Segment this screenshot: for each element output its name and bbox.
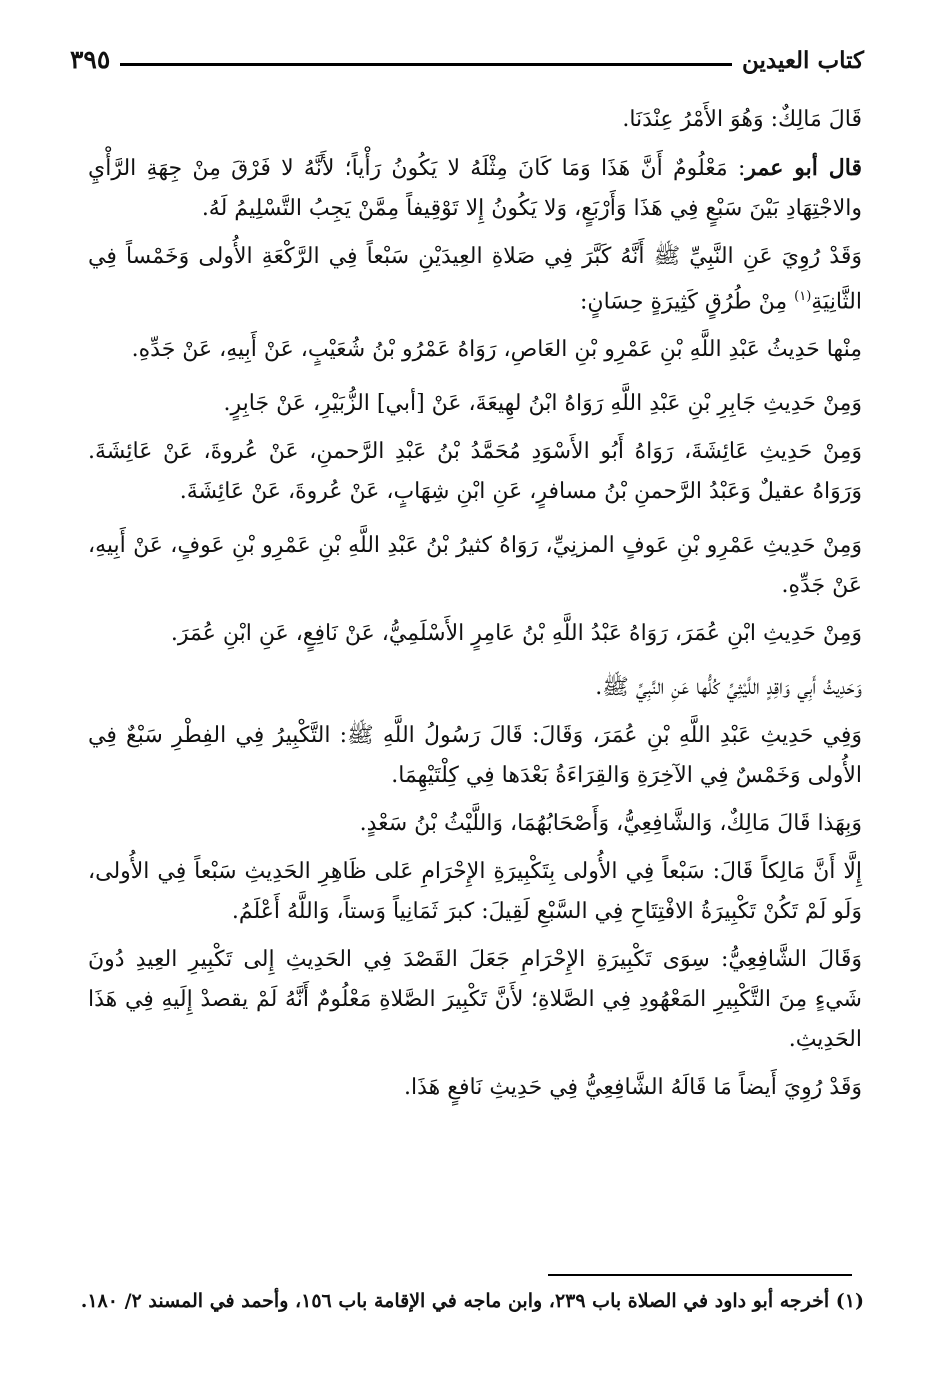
paragraph: وَبِهَذا قَالَ مَالِكٌ، وَالشَّافِعِيُّ، وَأَصْحَابُهُمَا، وَاللَّيْثُ بْنُ سَعْدٍ. [359,811,862,837]
paragraph: وَحَدِيثُ أَبِي وَاقِدٍ اللَّيْثِيِّ كُلُّها عَنِ النَّبِيِّ ﷺ. [595,675,862,701]
footnote-marker: (١) [794,289,812,304]
chapter-title: كتاب العيدين [742,47,864,74]
page-header [70,34,864,74]
footnote-rule [548,1274,852,1276]
paragraph: وَمِنْ حَدِيثِ جَابِرِ بْنِ عَبْدِ اللَّهِ رَوَاهُ ابْنُ لهِيعَةَ، عَنْ [أبي] الزُّبَيْرِ، عَنْ جَابِرٍ. [223,391,862,417]
paragraph: وَقَالَ الشَّافِعِيُّ: سِوَى تَكْبِيرَةِ الإِحْرَامِ جَعَلَ القَصْدَ فِي الحَدِيثِ إِلى تَكْبِيرِ العِيدِ دُونَ شَيءٍ مِنَ التَّكْبِيرِ المَعْهُودِ فِي الصَّلاةِ؛ لأَنَّ تَكْبِيرَ الصَّلاةِ مَعْلُومٌ أَنَّهُ لَمْ يقصدْ إِلَيهِ فِي هَذَا الحَدِيثِ. [88,947,862,1053]
paragraph: وَقَدْ رُوِيَ أَيضاً مَا قَالَهُ الشَّافِعِيُّ فِي حَدِيثِ نَافعٍ هَذَا. [404,1075,862,1101]
paragraph: وَمِنْ حَدِيثِ عَمْرِو بْنِ عَوفٍ المزنِيِّ، رَوَاهُ كثيرُ بْنُ عَبْدِ اللَّهِ بْنِ عَمْرِو بْنِ عَوفٍ، عَنْ أَبِيهِ، عَنْ جَدِّهِ. [88,533,862,599]
main-text [88,100,862,1116]
paragraph: وَقَدْ رُوِيَ عَنِ النَّبِيِّ ﷺ أَنَّهُ كَبَّرَ فِي صَلاةِ العِيدَيْنِ سَبْعاً فِي الرَّكْعَةِ الأُولى وَخَمْساً فِي الثَّانِيَةِ$^{(١)}$ مِنْ طُرُقٍ كَثِيرَةٍ حِسَانٍ: [88,244,862,315]
paragraph: وَفِي حَدِيثِ عَبْدِ اللَّهِ بْنِ عُمَرَ، وَقَالَ: قَالَ رَسُولُ اللَّهِ ﷺ: التَّكْبِيرُ فِي الفِطْرِ سَبْعٌ فِي الأُولى وَخَمْسٌ فِي الآخِرَةِ وَالقِرَاءَةُ بَعْدَها فِي كِلْتَيْهِمَا. [88,723,863,789]
paragraph: وَمِنْ حَدِيثِ عَائِشَةَ، رَوَاهُ أَبُو الأَسْوَدِ مُحَمَّدُ بْنُ عَبْدِ الرَّحمنِ، عَنْ عُروةَ، عَنْ عَائِشَةَ. وَرَوَاهُ عقيلٌ وَعَبْدُ الرَّحمنِ بْنُ مسافرٍ، عَنِ ابْنِ شِهَابٍ، عَنْ عُروةَ، عَنْ عَائِشَةَ. [88,439,863,505]
paragraph: قَالَ مَالِكٌ: وَهُوَ الأَمْرُ عِنْدَنَا. [622,107,862,132]
paragraph: قال أبو عمر: مَعْلُومٌ أَنَّ هَذَا وَمَا كَانَ مِثْلَهُ لا يَكُونُ رَأْياً؛ لأَنَّهُ لا فَرْقَ مِنْ جِهَةِ الرَّأْيِ والاجْتِهَادِ بَيْنَ سَبْعٍ فِي هَذَا وَأَرْبَعٍ، وَلا يَكُونُ إِلا تَوْقِيفاً مِمَّنْ يَجِبُ التَّسْلِيمُ لَهُ. [88,155,863,221]
paragraph: وَمِنْ حَدِيثِ ابْنِ عُمَرَ، رَوَاهُ عَبْدُ اللَّهِ بْنُ عَامِرٍ الأَسْلَمِيُّ، عَنْ نَافِعٍ، عَنِ ابْنِ عُمَرَ. [170,621,862,647]
header-rule [120,63,732,66]
paragraph: مِنْها حَدِيثُ عَبْدِ اللَّهِ بْنِ عَمْرِو بْنِ العَاصِ، رَوَاهُ عَمْرُو بْنُ شُعَيْبٍ، عَنْ أَبِيهِ، عَنْ جَدِّهِ. [131,337,862,363]
page-number: ٣٩٥ [70,45,111,74]
speaker-label: قال أبو عمر [745,155,863,181]
footnote: (١) أخرجه أبو داود في الصلاة باب ٢٣٩، وابن ماجه في الإقامة باب ١٥٦، وأحمد في المسند ٢/ ١٨٠. [80,1290,864,1312]
paragraph: إِلَّا أَنَّ مَالِكاً قَالَ: سَبْعاً فِي الأُولى بِتَكْبِيرَةِ الإِحْرَامِ عَلى ظَاهِرِ الحَدِيثِ سَبْعاً فِي الأُولى، وَلَو لَمْ تَكُنْ تَكْبِيرَةُ الافْتِتَاحِ فِي السَّبْعِ لَقِيلَ: كبرَ ثَمَانِياً وَستاً، وَاللَّهُ أَعْلَمُ. [88,859,862,925]
